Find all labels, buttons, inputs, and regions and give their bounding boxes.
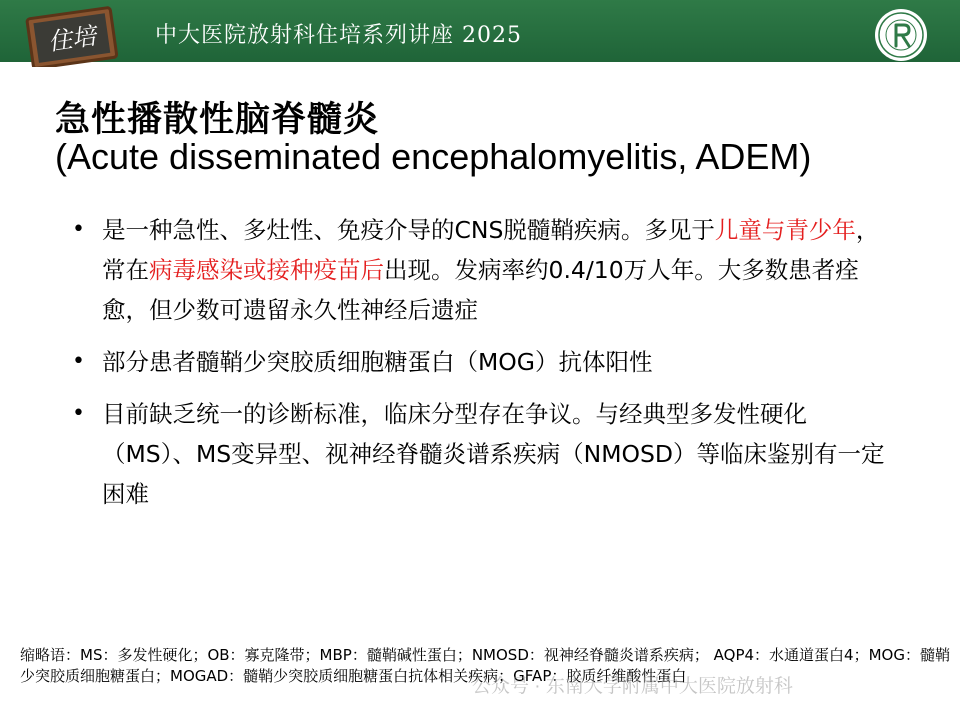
slide-title-chinese: 急性播散性脑脊髓炎 — [55, 100, 380, 140]
bullet-item — [72, 394, 892, 514]
bullet-text: ，常在 — [102, 216, 880, 284]
bullet-dot: • — [72, 349, 85, 374]
chalkboard-logo-icon — [20, 5, 124, 67]
bullet-text: 出现。发病率约0.4/10万人年。大多数患者痊愈，但少数可遗留永久性神经后遗症 — [102, 256, 859, 324]
abbreviations-footnote: 缩略语：MS：多发性硬化；OB：寡克隆带；MBP：髓鞘碱性蛋白；NMOSD：视神经脊髓炎谱系疾病； AQP4：水通道蛋白4；MOG：髓鞘少突胶质细胞糖蛋白；MOGAD：髓鞘少突胶质细胞糖蛋白抗体相关疾病；GFAP：胶质纤维酸性蛋白 — [20, 646, 950, 685]
bullet-dot: • — [72, 401, 85, 426]
svg-text:住培: 住培 — [46, 21, 98, 57]
bullet-text: 目前缺乏统一的诊断标准，临床分型存在争议。与经典型多发性硬化（MS）、MS变异型、视神经脊髓炎谱系疾病（NMOSD）等临床鉴别有一定困难 — [102, 400, 885, 508]
watermark: 公众号 · 东南大学附属中大医院放射科 — [472, 676, 793, 697]
hospital-seal-icon — [874, 8, 928, 62]
bullet-dot: • — [72, 217, 85, 242]
header-bar — [0, 0, 960, 62]
slide-title-english: (Acute disseminated encephalomyelitis, ADEM) — [55, 136, 812, 177]
header-title: 中大医院放射科住培系列讲座 2025 — [155, 23, 522, 48]
highlight-text: 儿童与青少年 — [714, 216, 856, 244]
bullet-text: 是一种急性、多灶性、免疫介导的CNS脱髓鞘疾病。多见于 — [102, 216, 715, 244]
highlight-text: 病毒感染或接种疫苗后 — [149, 256, 384, 284]
bullet-item — [72, 342, 892, 382]
bullet-list — [72, 210, 892, 526]
bullet-item — [72, 210, 892, 330]
bullet-text: 部分患者髓鞘少突胶质细胞糖蛋白（MOG）抗体阳性 — [102, 348, 653, 376]
